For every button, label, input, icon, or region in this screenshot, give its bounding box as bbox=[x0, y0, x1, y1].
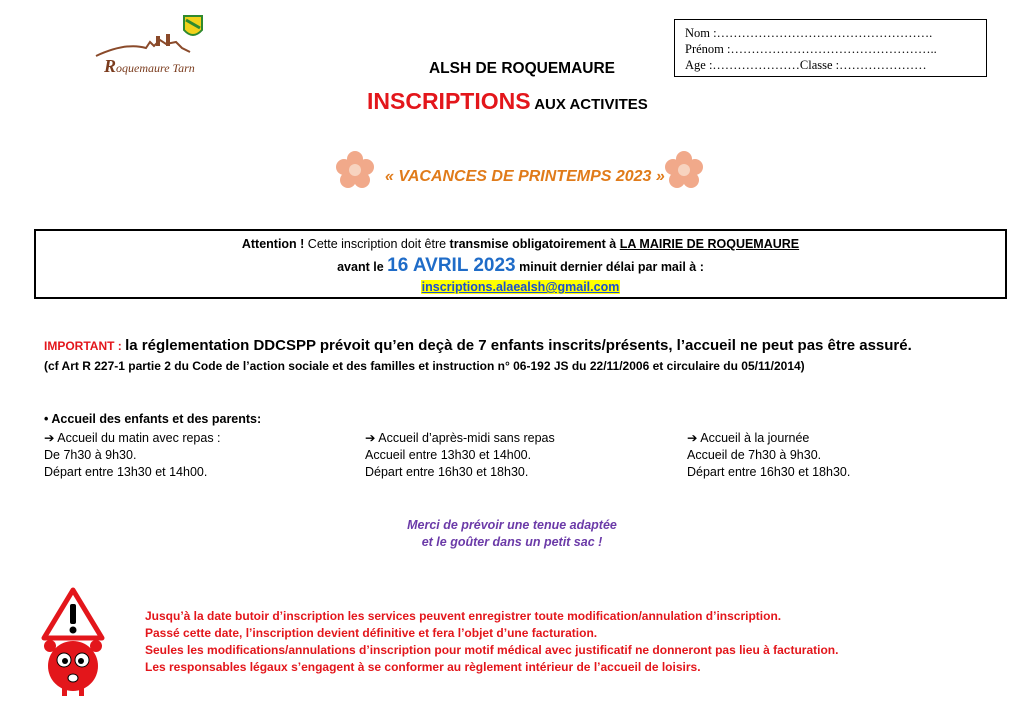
email-link[interactable]: inscriptions.alaealsh@gmail.com bbox=[421, 280, 620, 294]
age-classe-field[interactable]: Age :…………………Classe :………………… bbox=[685, 58, 927, 72]
attention-line-2: avant le 16 AVRIL 2023 minuit dernier délai par mail à : bbox=[337, 255, 704, 276]
nom-field[interactable]: Nom :……………………………………………. bbox=[685, 26, 933, 40]
mairie-name: LA MAIRIE DE ROQUEMAURE bbox=[619, 237, 800, 251]
important-label: IMPORTANT : bbox=[44, 339, 126, 353]
prenom-field[interactable]: Prénom :………………………………………….. bbox=[685, 42, 937, 56]
vacances-title: « VACANCES DE PRINTEMPS 2023 » bbox=[385, 168, 665, 185]
attention-box bbox=[34, 229, 1007, 299]
merci-note: Merci de prévoir une tenue adaptée et le goûter dans un petit sac ! bbox=[407, 518, 617, 549]
warning-mascot-icon bbox=[40, 586, 106, 696]
attention-line-3 bbox=[36, 280, 1005, 294]
legal-reference: (cf Art R 227-1 partie 2 du Code de l’action sociale et des familles et instruction n° 06-192 JS du 22/11/2006 et circulaire du 05/11/2014) bbox=[44, 359, 805, 373]
title-alsh: ALSH DE ROQUEMAURE bbox=[428, 60, 615, 77]
attention-line-1: Attention ! Cette inscription doit être transmise obligatoirement à LA MAIRIE DE ROQUEMAURE bbox=[241, 237, 800, 251]
deadline-date: 16 AVRIL 2023 bbox=[387, 255, 516, 276]
rule-line: Seules les modifications/annulations d’inscription pour motif médical avec justificatif ne donneront pas lieu à facturation. bbox=[145, 643, 839, 657]
accueil-apres-midi: ➔ Accueil d’après-midi sans repas Accueil entre 13h30 et 14h00. Départ entre 16h30 et 18h30. bbox=[365, 431, 555, 479]
title-inscriptions bbox=[367, 88, 648, 115]
flower-icon bbox=[664, 150, 704, 190]
flower-icon bbox=[335, 150, 375, 190]
accueil-journee: ➔ Accueil à la journée Accueil de 7h30 à 9h30. Départ entre 16h30 et 18h30. bbox=[687, 431, 851, 479]
logo-text: Roquemaure Tarn bbox=[104, 56, 195, 76]
important-notice: IMPORTANT : la réglementation DDCSPP prévoit qu’en deçà de 7 enfants inscrits/présents, l’accueil ne peut pas être assuré. bbox=[44, 337, 912, 354]
accueil-matin: ➔ Accueil du matin avec repas : De 7h30 à 9h30. Départ entre 13h30 et 14h00. bbox=[44, 431, 221, 479]
aux-activites: AUX ACTIVITES bbox=[530, 96, 648, 113]
rule-line: Les responsables légaux s’engagent à se conformer au règlement intérieur de l’accueil de loisirs. bbox=[145, 660, 701, 674]
rule-line: Jusqu’à la date butoir d’inscription les services peuvent enregistrer toute modification/annulation d’inscription. bbox=[145, 609, 782, 623]
inscriptions-word: INSCRIPTIONS bbox=[367, 88, 531, 114]
accueil-heading: • Accueil des enfants et des parents: bbox=[44, 412, 262, 426]
rule-line: Passé cette date, l’inscription devient définitive et fera l’objet d’une facturation. bbox=[145, 626, 598, 640]
rules-block bbox=[145, 608, 838, 676]
